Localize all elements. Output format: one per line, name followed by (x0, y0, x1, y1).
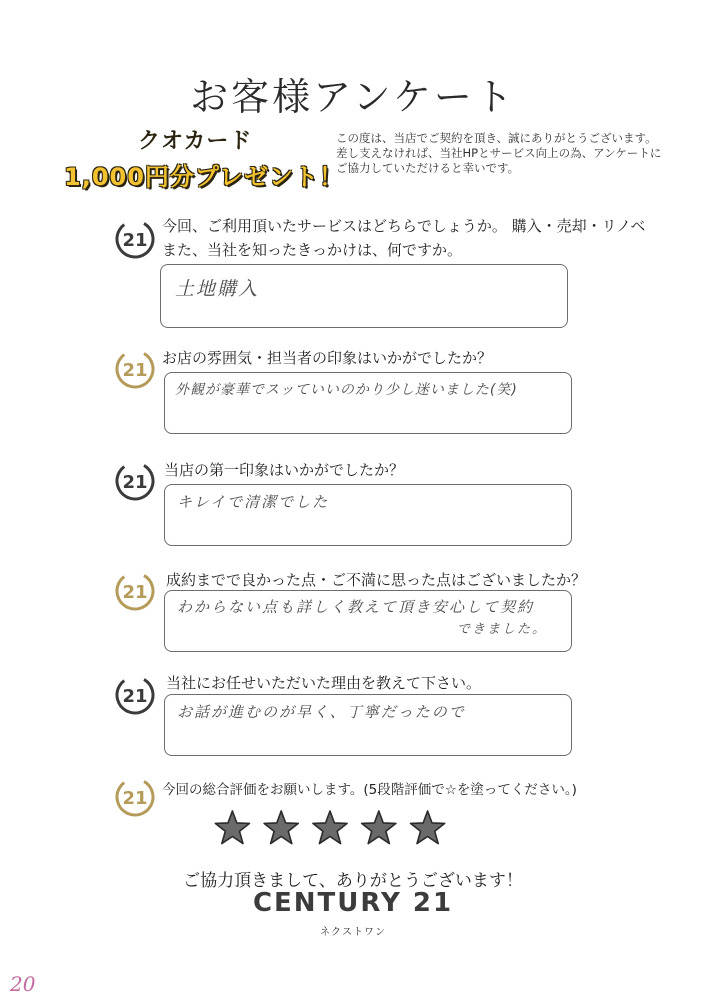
brand-logo: CENTURY 21 (252, 888, 454, 918)
promo-present: 1,000円分プレゼント！ (64, 163, 344, 191)
svg-text:21: 21 (122, 582, 148, 603)
question-5-text: 当社にお任せいただいた理由を教えて下さい。 (166, 674, 482, 692)
answer-box-2[interactable] (164, 372, 572, 434)
answer-box-1[interactable] (160, 264, 568, 328)
century21-dark-badge-icon (114, 674, 156, 716)
star-filled-icon[interactable] (264, 811, 298, 844)
answer-4-line-1: わからない点も詳しく教えて頂き安心して契約 (177, 598, 535, 616)
century21-gold-badge-icon (114, 570, 156, 612)
svg-text:21: 21 (122, 230, 148, 251)
question-3-text: 当店の第一印象はいかがでしたか？ (164, 461, 405, 479)
intro-line: この度は、当店でご契約を頂き、誠にありがとうございます。 (336, 131, 657, 145)
thanks-message: ご協力頂きまして、ありがとうございます！ (183, 871, 523, 891)
survey-title: お客様アンケート (190, 75, 516, 119)
century21-dark-badge-icon (114, 460, 156, 502)
rating-stars[interactable] (208, 808, 452, 848)
century21-dark-badge-icon (114, 218, 156, 260)
question-2-text: お店の雰囲気・担当者の印象はいかがでしたか？ (162, 349, 493, 367)
question-6-text: 今回の総合評価をお願いします。(5段階評価で☆を塗ってください。) (162, 782, 577, 798)
answer-1-text: 土地購入 (175, 278, 260, 300)
star-filled-icon[interactable] (411, 811, 445, 844)
answer-2-text: 外観が豪華でスッていいのかり少し迷いました(笑) (175, 382, 518, 398)
century21-gold-badge-icon (114, 348, 156, 390)
century21-gold-badge-icon (114, 776, 156, 818)
star-filled-icon[interactable] (215, 811, 249, 844)
star-filled-icon[interactable] (313, 811, 347, 844)
page-number: 20 (10, 972, 36, 996)
question-1-line-1: 今回、ご利用頂いたサービスはどちらでしょうか。 購入・売却・リノベ (162, 217, 646, 235)
svg-text:21: 21 (122, 686, 148, 707)
answer-5-text: お話が進むのが早く、丁寧だったので (177, 703, 466, 721)
question-4-text: 成約までで良かった点・ご不満に思った点はございましたか？ (166, 571, 587, 589)
answer-box-4[interactable] (164, 590, 572, 652)
question-1-line-2: また、当社を知ったきっかけは、何ですか。 (162, 241, 463, 259)
intro-line: 差し支えなければ、当社HPとサービス向上の為、アンケートに (336, 146, 662, 160)
answer-4-line-2: できました。 (457, 622, 548, 637)
intro-line: ご協力していただけると幸いです。 (336, 161, 520, 175)
answer-box-5[interactable] (164, 694, 572, 756)
promo-quo-card: クオカード (138, 129, 253, 154)
intro-text (336, 131, 666, 176)
answer-3-text: キレイで清潔でした (177, 493, 330, 511)
svg-text:21: 21 (122, 360, 148, 381)
answer-box-3[interactable] (164, 484, 572, 546)
star-filled-icon[interactable] (362, 811, 396, 844)
svg-text:21: 21 (122, 472, 148, 493)
brand-subtitle: ネクストワン (320, 927, 386, 938)
svg-text:21: 21 (122, 788, 148, 809)
